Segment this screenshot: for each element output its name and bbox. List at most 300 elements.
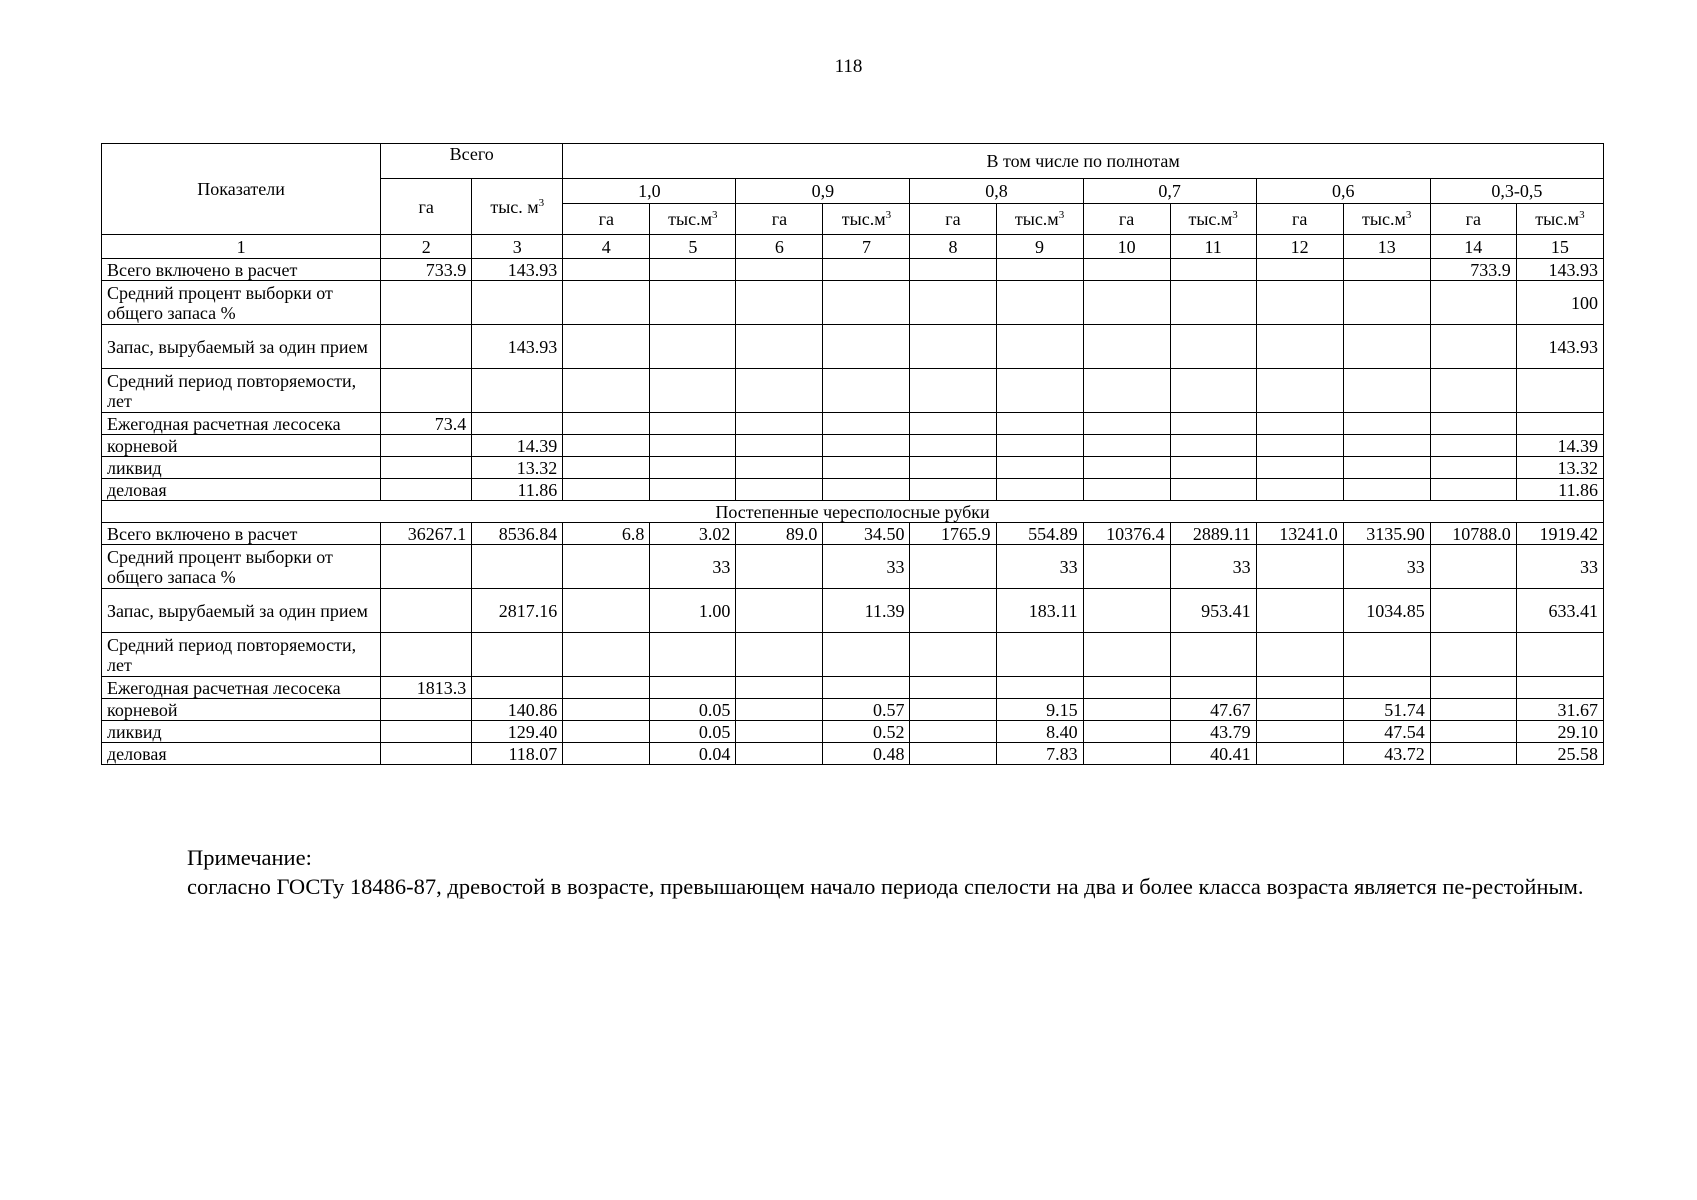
column-number: 9 — [996, 235, 1083, 259]
table-cell: 29.10 — [1516, 721, 1603, 743]
table-cell — [910, 545, 996, 589]
table-cell — [910, 457, 996, 479]
cube-superscript: 3 — [885, 209, 892, 221]
table-cell — [650, 435, 736, 457]
table-cell — [910, 699, 996, 721]
table-cell — [1343, 479, 1430, 501]
header-unit-thousand-m3 — [650, 204, 736, 235]
table-cell — [1343, 435, 1430, 457]
table-cell — [1343, 325, 1430, 369]
cube-superscript: 3 — [1058, 209, 1065, 221]
table-cell: 43.72 — [1343, 743, 1430, 765]
table-cell: 0.05 — [650, 721, 736, 743]
table-cell — [1170, 369, 1256, 413]
table-cell: 0.04 — [650, 743, 736, 765]
table-cell — [650, 259, 736, 281]
table-cell: 7.83 — [996, 743, 1083, 765]
table-row — [102, 281, 1604, 325]
table-cell: 13.32 — [472, 457, 563, 479]
table-row — [102, 259, 1604, 281]
header-density-0-6: 0,6 — [1256, 179, 1430, 204]
table-cell — [1083, 369, 1170, 413]
column-number: 15 — [1516, 235, 1603, 259]
table-cell — [736, 633, 823, 677]
header-including-by-density: В том числе по полнотам — [563, 144, 1604, 179]
table-cell — [1430, 589, 1516, 633]
table-cell — [1083, 545, 1170, 589]
table-cell — [1430, 479, 1516, 501]
table-cell — [563, 369, 650, 413]
table-cell — [472, 633, 563, 677]
table-row — [102, 743, 1604, 765]
table-cell — [1430, 325, 1516, 369]
table-cell: 33 — [1343, 545, 1430, 589]
row-label: Всего включено в расчет — [102, 259, 381, 281]
table-cell: 11.86 — [472, 479, 563, 501]
table-row — [102, 545, 1604, 589]
column-number: 12 — [1256, 235, 1343, 259]
table-cell — [996, 369, 1083, 413]
table-cell — [1256, 281, 1343, 325]
column-number: 7 — [823, 235, 910, 259]
row-label: корневой — [102, 699, 381, 721]
table-row — [102, 523, 1604, 545]
table-cell — [736, 457, 823, 479]
table-cell — [1430, 545, 1516, 589]
table-cell: 33 — [650, 545, 736, 589]
table-cell — [563, 743, 650, 765]
cube-superscript: 3 — [1232, 209, 1238, 221]
table-cell — [996, 435, 1083, 457]
header-unit-thousand-m3 — [996, 204, 1083, 235]
header-total: Всего — [381, 144, 563, 179]
table-cell: 3.02 — [650, 523, 736, 545]
header-unit-ha: га — [910, 204, 996, 235]
table-cell: 733.9 — [1430, 259, 1516, 281]
column-number: 5 — [650, 235, 736, 259]
table-cell — [381, 435, 472, 457]
table-cell — [1430, 677, 1516, 699]
table-cell: 31.67 — [1516, 699, 1603, 721]
table-cell — [563, 435, 650, 457]
table-cell — [736, 699, 823, 721]
table-cell: 13.32 — [1516, 457, 1603, 479]
table-cell: 14.39 — [1516, 435, 1603, 457]
table-cell — [996, 677, 1083, 699]
table-cell — [1083, 479, 1170, 501]
table-cell — [910, 325, 996, 369]
table-cell — [1170, 281, 1256, 325]
table-cell — [1256, 677, 1343, 699]
table-cell: 73.4 — [381, 413, 472, 435]
table-cell — [1430, 721, 1516, 743]
page-number: 118 — [834, 56, 863, 77]
table-cell — [736, 589, 823, 633]
table-cell — [910, 677, 996, 699]
table-cell — [563, 589, 650, 633]
table-cell: 554.89 — [996, 523, 1083, 545]
table-cell — [472, 281, 563, 325]
table-cell: 183.11 — [996, 589, 1083, 633]
row-label: Ежегодная расчетная лесосека — [102, 677, 381, 699]
column-number: 3 — [472, 235, 563, 259]
table-cell — [1083, 259, 1170, 281]
table-cell — [1170, 435, 1256, 457]
table-cell — [1083, 325, 1170, 369]
note-title: Примечание: — [187, 845, 312, 870]
table-cell — [381, 743, 472, 765]
table-cell — [381, 281, 472, 325]
table-cell — [563, 457, 650, 479]
table-cell — [823, 479, 910, 501]
table-cell — [1430, 369, 1516, 413]
cube-superscript: 3 — [538, 196, 545, 209]
table-cell — [996, 457, 1083, 479]
table-cell: 33 — [1516, 545, 1603, 589]
table-cell — [1256, 435, 1343, 457]
table-cell — [563, 281, 650, 325]
table-cell — [1256, 259, 1343, 281]
forest-table-container — [101, 143, 1604, 765]
table-cell: 8536.84 — [472, 523, 563, 545]
row-label: деловая — [102, 479, 381, 501]
table-cell — [823, 281, 910, 325]
table-cell — [910, 589, 996, 633]
table-cell: 2817.16 — [472, 589, 563, 633]
table-cell — [823, 435, 910, 457]
header-row-1 — [102, 144, 1604, 179]
table-cell: 10788.0 — [1430, 523, 1516, 545]
unit-label: тыс.м — [668, 209, 713, 229]
table-cell: 47.54 — [1343, 721, 1430, 743]
table-cell: 25.58 — [1516, 743, 1603, 765]
header-total-thousand-m3-label: тыс. м — [490, 196, 539, 217]
table-cell — [910, 721, 996, 743]
table-cell — [1256, 633, 1343, 677]
table-cell: 51.74 — [1343, 699, 1430, 721]
table-cell — [910, 479, 996, 501]
table-cell: 33 — [1170, 545, 1256, 589]
table-cell — [563, 479, 650, 501]
header-indicators: Показатели — [102, 144, 381, 235]
table-cell — [996, 325, 1083, 369]
table-cell — [1343, 259, 1430, 281]
note-text: согласно ГОСТу 18486-87, древостой в возрасте, превышающем начало периода спелости на два и более класса возраста является пе-рестойным. — [187, 874, 1584, 899]
table-cell — [910, 369, 996, 413]
row-label: корневой — [102, 435, 381, 457]
table-cell — [910, 259, 996, 281]
table-row — [102, 721, 1604, 743]
table-cell: 0.48 — [823, 743, 910, 765]
table-cell — [996, 413, 1083, 435]
table-cell — [381, 325, 472, 369]
table-cell — [563, 325, 650, 369]
column-number: 14 — [1430, 235, 1516, 259]
table-cell: 733.9 — [381, 259, 472, 281]
table-cell — [823, 413, 910, 435]
table-cell: 13241.0 — [1256, 523, 1343, 545]
table-cell: 0.57 — [823, 699, 910, 721]
table-cell — [1083, 721, 1170, 743]
table-cell — [381, 589, 472, 633]
table-cell — [1170, 677, 1256, 699]
table-cell — [823, 457, 910, 479]
table-cell — [823, 325, 910, 369]
row-label: Средний период повторяемости, лет — [102, 369, 381, 413]
table-cell — [910, 743, 996, 765]
table-cell — [1516, 633, 1603, 677]
table-cell — [910, 435, 996, 457]
table-cell — [650, 369, 736, 413]
table-cell — [1256, 479, 1343, 501]
header-unit-ha: га — [563, 204, 650, 235]
table-cell — [563, 677, 650, 699]
header-total-ha: га — [381, 179, 472, 235]
table-cell: 0.52 — [823, 721, 910, 743]
table-cell — [563, 259, 650, 281]
table-cell — [650, 457, 736, 479]
table-cell — [1430, 281, 1516, 325]
table-cell — [472, 413, 563, 435]
table-cell — [1083, 743, 1170, 765]
unit-label: тыс.м — [1362, 209, 1406, 229]
note — [187, 843, 1594, 901]
table-cell — [823, 259, 910, 281]
table-cell — [650, 633, 736, 677]
header-density-0-8: 0,8 — [910, 179, 1083, 204]
table-cell — [1083, 435, 1170, 457]
section-title: Постепенные чересполосные рубки — [102, 501, 1604, 523]
table-cell — [1083, 677, 1170, 699]
table-cell: 953.41 — [1170, 589, 1256, 633]
table-cell: 14.39 — [472, 435, 563, 457]
table-cell — [910, 413, 996, 435]
table-cell — [472, 545, 563, 589]
unit-label: тыс.м — [1188, 209, 1233, 229]
table-cell — [1083, 281, 1170, 325]
table-row — [102, 479, 1604, 501]
table-row — [102, 677, 1604, 699]
table-cell — [1343, 457, 1430, 479]
header-unit-ha: га — [736, 204, 823, 235]
table-cell: 100 — [1516, 281, 1603, 325]
table-cell: 3135.90 — [1343, 523, 1430, 545]
table-cell: 143.93 — [1516, 259, 1603, 281]
header-density-0-3-0-5: 0,3-0,5 — [1430, 179, 1603, 204]
table-cell — [1170, 413, 1256, 435]
cube-superscript: 3 — [1405, 209, 1412, 221]
header-unit-thousand-m3 — [823, 204, 910, 235]
unit-label: тыс.м — [1535, 209, 1580, 229]
table-cell — [1516, 369, 1603, 413]
row-label: Средний период повторяемости, лет — [102, 633, 381, 677]
table-cell — [736, 325, 823, 369]
header-unit-ha: га — [1256, 204, 1343, 235]
header-density-0-9: 0,9 — [736, 179, 910, 204]
column-number: 1 — [102, 235, 381, 259]
table-cell — [736, 545, 823, 589]
table-cell: 1765.9 — [910, 523, 996, 545]
row-label: Ежегодная расчетная лесосека — [102, 413, 381, 435]
table-cell — [736, 369, 823, 413]
table-cell — [1170, 633, 1256, 677]
table-cell: 143.93 — [472, 325, 563, 369]
table-cell — [1343, 281, 1430, 325]
table-cell — [381, 545, 472, 589]
table-cell: 1034.85 — [1343, 589, 1430, 633]
section-title-row — [102, 501, 1604, 523]
row-label: ликвид — [102, 457, 381, 479]
table-cell — [823, 369, 910, 413]
header-unit-thousand-m3 — [1170, 204, 1256, 235]
table-cell — [381, 699, 472, 721]
table-cell — [996, 479, 1083, 501]
table-cell — [381, 457, 472, 479]
table-cell — [1343, 369, 1430, 413]
header-row-column-numbers — [102, 235, 1604, 259]
table-cell: 0.05 — [650, 699, 736, 721]
table-cell: 11.39 — [823, 589, 910, 633]
header-density-0-7: 0,7 — [1083, 179, 1256, 204]
row-label: Средний процент выборки от общего запаса % — [102, 281, 381, 325]
table-cell — [472, 677, 563, 699]
table-cell — [650, 677, 736, 699]
table-cell — [381, 369, 472, 413]
table-cell: 2889.11 — [1170, 523, 1256, 545]
table-cell — [996, 259, 1083, 281]
table-cell — [1343, 413, 1430, 435]
table-cell: 10376.4 — [1083, 523, 1170, 545]
header-unit-thousand-m3 — [1343, 204, 1430, 235]
table-cell — [1430, 633, 1516, 677]
table-cell: 129.40 — [472, 721, 563, 743]
table-cell: 1.00 — [650, 589, 736, 633]
table-cell — [1256, 721, 1343, 743]
table-cell — [1343, 677, 1430, 699]
table-cell — [996, 633, 1083, 677]
table-cell — [736, 479, 823, 501]
table-cell: 6.8 — [563, 523, 650, 545]
unit-label: тыс.м — [841, 209, 886, 229]
row-label: Средний процент выборки от общего запаса % — [102, 545, 381, 589]
row-label: деловая — [102, 743, 381, 765]
table-cell — [563, 545, 650, 589]
table-row — [102, 699, 1604, 721]
table-cell — [381, 479, 472, 501]
table-cell — [1430, 743, 1516, 765]
table-row — [102, 325, 1604, 369]
table-cell — [1430, 457, 1516, 479]
table-cell: 8.40 — [996, 721, 1083, 743]
table-cell — [1516, 677, 1603, 699]
table-cell — [736, 281, 823, 325]
table-cell — [1256, 589, 1343, 633]
table-cell — [1256, 743, 1343, 765]
table-cell — [1083, 589, 1170, 633]
table-cell: 1919.42 — [1516, 523, 1603, 545]
table-cell: 143.93 — [1516, 325, 1603, 369]
table-cell — [1170, 325, 1256, 369]
table-cell — [1343, 633, 1430, 677]
column-number: 4 — [563, 235, 650, 259]
column-number: 2 — [381, 235, 472, 259]
table-cell — [823, 677, 910, 699]
header-unit-ha: га — [1083, 204, 1170, 235]
table-cell — [1256, 545, 1343, 589]
table-cell — [736, 677, 823, 699]
header-unit-thousand-m3 — [1516, 204, 1603, 235]
row-label: Запас, вырубаемый за один прием — [102, 325, 381, 369]
cube-superscript: 3 — [712, 209, 718, 221]
table-cell — [1083, 413, 1170, 435]
cube-superscript: 3 — [1579, 209, 1585, 221]
table-cell — [736, 721, 823, 743]
table-cell — [996, 281, 1083, 325]
table-cell — [823, 633, 910, 677]
forest-cutting-table — [101, 143, 1604, 765]
table-cell: 33 — [996, 545, 1083, 589]
table-cell: 11.86 — [1516, 479, 1603, 501]
table-cell — [1430, 435, 1516, 457]
table-cell: 47.67 — [1170, 699, 1256, 721]
table-cell — [472, 369, 563, 413]
table-cell — [1516, 413, 1603, 435]
table-cell — [563, 699, 650, 721]
table-cell: 34.50 — [823, 523, 910, 545]
table-cell — [1083, 633, 1170, 677]
column-number: 6 — [736, 235, 823, 259]
table-cell — [1430, 413, 1516, 435]
column-number: 10 — [1083, 235, 1170, 259]
header-unit-ha: га — [1430, 204, 1516, 235]
table-cell: 36267.1 — [381, 523, 472, 545]
table-row — [102, 457, 1604, 479]
table-cell: 140.86 — [472, 699, 563, 721]
row-label: ликвид — [102, 721, 381, 743]
table-cell — [1083, 457, 1170, 479]
table-cell — [563, 633, 650, 677]
table-cell: 89.0 — [736, 523, 823, 545]
table-row — [102, 369, 1604, 413]
table-cell — [910, 633, 996, 677]
table-cell: 118.07 — [472, 743, 563, 765]
table-cell: 9.15 — [996, 699, 1083, 721]
table-cell — [650, 413, 736, 435]
header-total-thousand-m3 — [472, 179, 563, 235]
table-cell — [563, 721, 650, 743]
table-cell: 40.41 — [1170, 743, 1256, 765]
table-cell — [736, 435, 823, 457]
table-cell — [736, 413, 823, 435]
table-cell — [1083, 699, 1170, 721]
table-cell: 633.41 — [1516, 589, 1603, 633]
table-cell — [650, 281, 736, 325]
table-row — [102, 435, 1604, 457]
table-cell — [1430, 699, 1516, 721]
table-row — [102, 413, 1604, 435]
table-cell: 43.79 — [1170, 721, 1256, 743]
table-cell — [736, 259, 823, 281]
table-cell: 143.93 — [472, 259, 563, 281]
table-cell — [563, 413, 650, 435]
table-cell: 1813.3 — [381, 677, 472, 699]
table-cell — [1256, 699, 1343, 721]
table-cell — [650, 479, 736, 501]
table-cell — [910, 281, 996, 325]
table-cell — [736, 743, 823, 765]
column-number: 13 — [1343, 235, 1430, 259]
row-label: Запас, вырубаемый за один прием — [102, 589, 381, 633]
